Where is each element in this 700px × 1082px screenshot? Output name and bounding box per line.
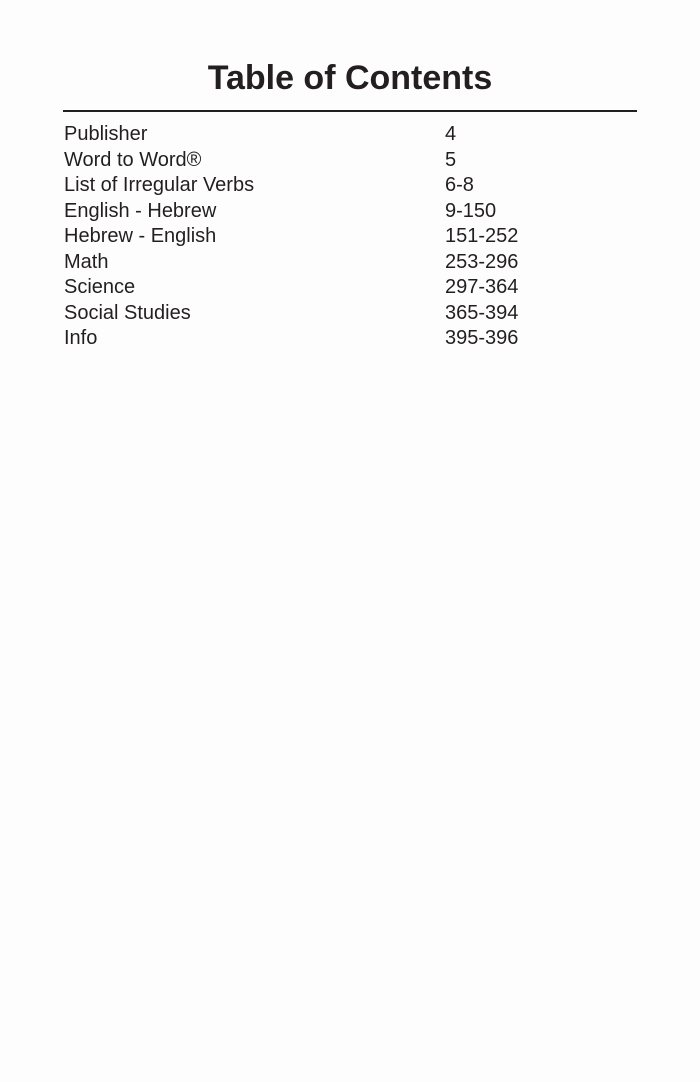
toc-entry-math [64, 250, 636, 276]
page-title: Table of Contents [207, 59, 493, 97]
toc-entry-label: English - Hebrew [64, 199, 217, 222]
toc-entry-science [64, 275, 636, 301]
toc-entry-label: List of Irregular Verbs [64, 174, 255, 196]
toc-entry-pages: 5 [445, 148, 457, 171]
toc-entry-info [64, 326, 636, 352]
title-divider [63, 110, 637, 112]
toc-entry-pages: 6-8 [445, 174, 474, 196]
toc-entry-pages: 297-364 [445, 276, 519, 298]
toc-entry-irregular-verbs [64, 173, 636, 199]
toc-entry-label: Word to Word® [64, 148, 202, 171]
toc-entry-pages: 365-394 [445, 301, 519, 324]
toc-entry-hebrew-english [64, 224, 636, 250]
toc-entry-pages: 253-296 [445, 250, 519, 273]
toc-entry-label: Info [64, 327, 98, 349]
toc-entry-label: Hebrew - English [64, 225, 217, 247]
toc-entry-pages: 4 [445, 123, 457, 145]
toc-entry-label: Science [64, 276, 136, 298]
toc-entry-publisher [64, 122, 636, 148]
toc-entry-label: Publisher [64, 123, 148, 145]
toc-list [64, 122, 636, 352]
toc-entry-word-to-word [64, 148, 636, 174]
toc-entry-pages: 151-252 [445, 225, 519, 247]
toc-entry-label: Math [64, 250, 109, 273]
toc-entry-label: Social Studies [64, 301, 191, 324]
toc-entry-pages: 395-396 [445, 327, 519, 349]
toc-entry-social-studies [64, 301, 636, 327]
toc-entry-pages: 9-150 [445, 199, 497, 222]
toc-entry-english-hebrew [64, 199, 636, 225]
